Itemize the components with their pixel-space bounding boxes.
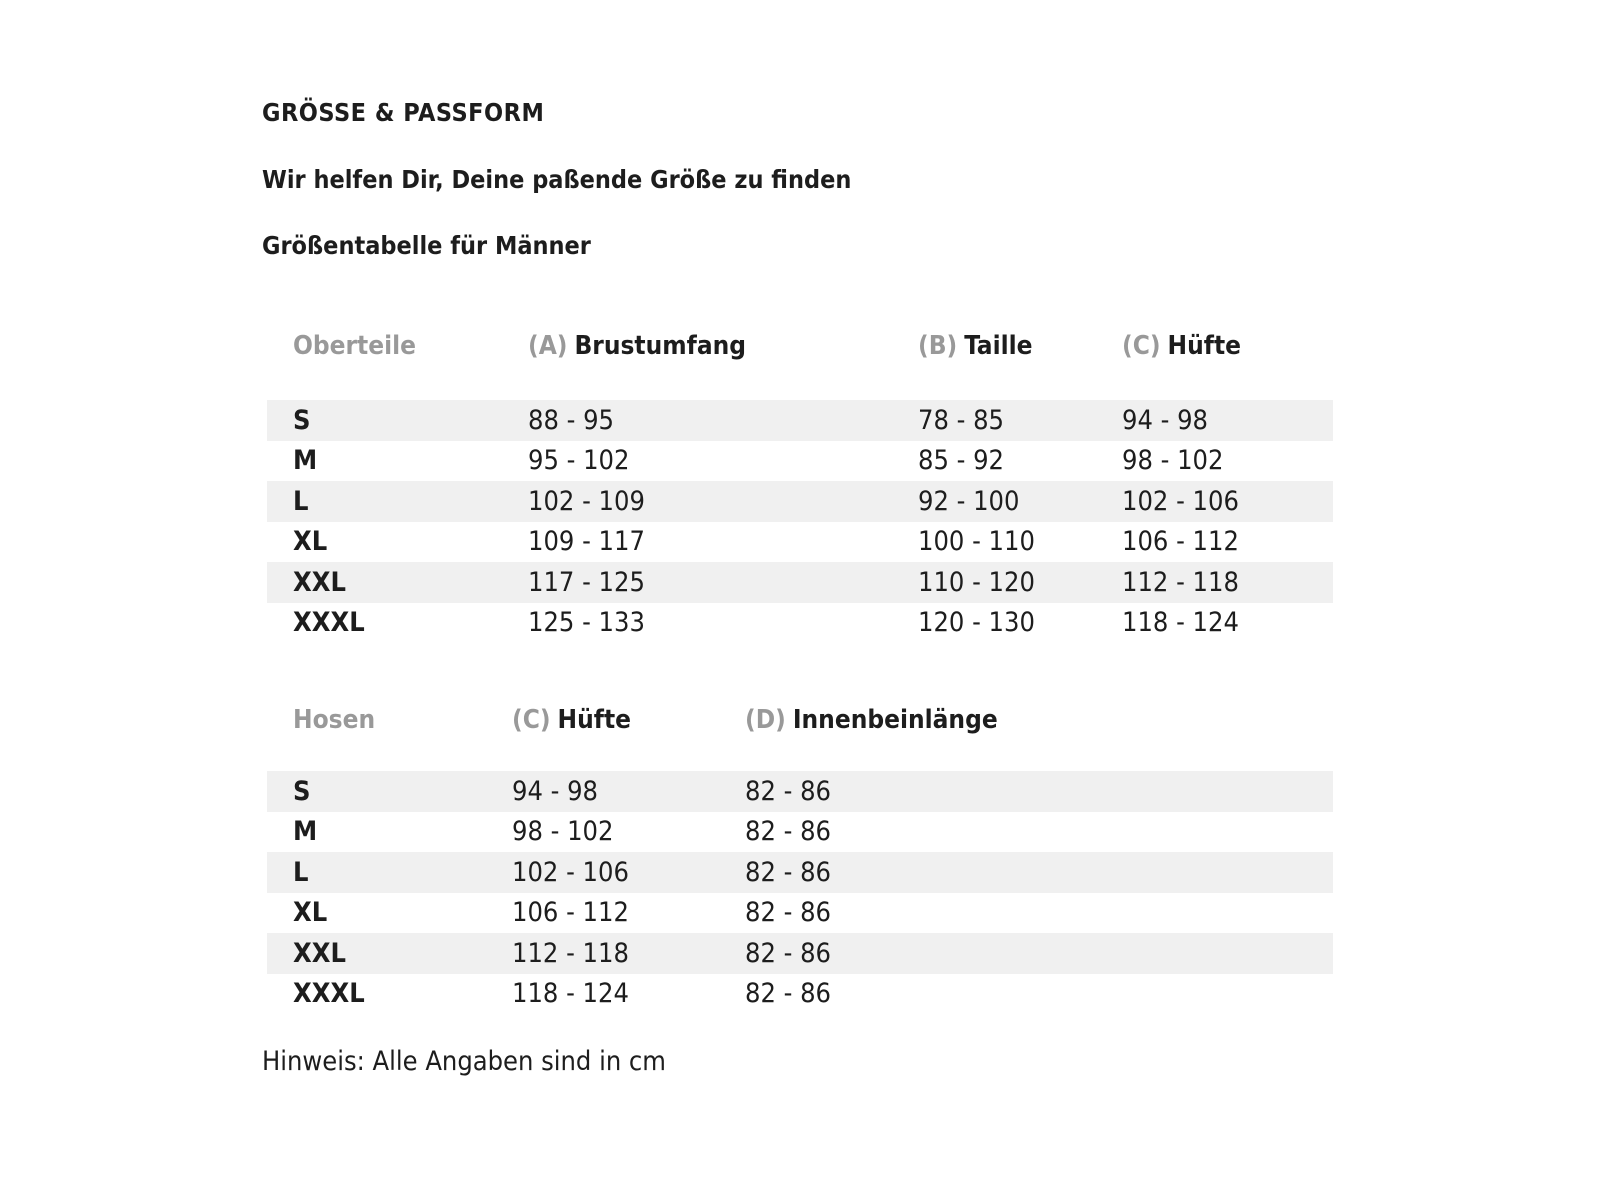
table-row — [267, 441, 1333, 482]
value-cell: 120 - 130 — [918, 607, 1035, 639]
column-header-huefte — [1122, 331, 1333, 361]
column-label: Hüfte — [557, 705, 632, 735]
value-cell: 95 - 102 — [528, 445, 630, 477]
intro-text: Wir helfen Dir, Deine paßende Größe zu finden — [262, 165, 852, 194]
value-cell: 78 - 85 — [918, 404, 1004, 436]
value-cell: 82 - 86 — [745, 937, 831, 969]
table-row — [267, 771, 1333, 812]
value-cell: 82 - 86 — [745, 856, 831, 888]
size-label: L — [293, 485, 309, 517]
page-title: GRÖSSE & PASSFORM — [262, 98, 545, 127]
table-caption: Größentabelle für Männer — [262, 231, 591, 260]
value-cell: 85 - 92 — [918, 445, 1004, 477]
table-row — [267, 852, 1333, 893]
value-cell: 106 - 112 — [1122, 526, 1239, 558]
size-label: M — [293, 445, 318, 477]
size-label: L — [293, 856, 309, 888]
column-header-huefte — [512, 705, 745, 735]
value-cell: 112 - 118 — [1122, 566, 1239, 598]
value-cell: 102 - 109 — [528, 485, 645, 517]
column-prefix: (C) — [512, 705, 551, 735]
size-label: XXXL — [293, 607, 365, 639]
column-prefix: (A) — [528, 331, 568, 361]
column-label: Innenbeinlänge — [792, 705, 998, 735]
tops-table-name: Oberteile — [293, 331, 416, 361]
pants-table — [267, 771, 1333, 1014]
size-label: S — [293, 404, 311, 436]
column-header-taille — [918, 331, 1122, 361]
value-cell: 110 - 120 — [918, 566, 1035, 598]
value-cell: 94 - 98 — [1122, 404, 1208, 436]
tops-table — [267, 400, 1333, 643]
column-label: Taille — [964, 331, 1033, 361]
value-cell: 118 - 124 — [1122, 607, 1239, 639]
size-label: XXL — [293, 566, 346, 598]
table-row — [267, 974, 1333, 1015]
size-label: S — [293, 775, 311, 807]
value-cell: 82 - 86 — [745, 978, 831, 1010]
value-cell: 98 - 102 — [1122, 445, 1224, 477]
pants-table-name: Hosen — [293, 705, 376, 735]
value-cell: 82 - 86 — [745, 897, 831, 929]
column-label: Hüfte — [1167, 331, 1242, 361]
table-row — [267, 603, 1333, 644]
value-cell: 118 - 124 — [512, 978, 629, 1010]
table-row — [267, 812, 1333, 853]
table-row — [267, 893, 1333, 934]
pants-table-header — [267, 705, 1333, 735]
value-cell: 88 - 95 — [528, 404, 614, 436]
tops-table-header — [267, 331, 1333, 361]
size-label: XXL — [293, 937, 346, 969]
table-row — [267, 481, 1333, 522]
column-prefix: (C) — [1122, 331, 1161, 361]
size-label: XXXL — [293, 978, 365, 1010]
column-prefix: (B) — [918, 331, 958, 361]
value-cell: 82 - 86 — [745, 775, 831, 807]
column-header-innenbeinlaenge — [745, 705, 1333, 735]
value-cell: 117 - 125 — [528, 566, 645, 598]
value-cell: 109 - 117 — [528, 526, 645, 558]
column-header-brustumfang — [528, 331, 918, 361]
value-cell: 94 - 98 — [512, 775, 598, 807]
value-cell: 125 - 133 — [528, 607, 645, 639]
table-row — [267, 400, 1333, 441]
table-row — [267, 933, 1333, 974]
value-cell: 100 - 110 — [918, 526, 1035, 558]
value-cell: 82 - 86 — [745, 816, 831, 848]
size-label: XL — [293, 897, 328, 929]
value-cell: 102 - 106 — [1122, 485, 1239, 517]
value-cell: 112 - 118 — [512, 937, 629, 969]
column-prefix: (D) — [745, 705, 786, 735]
units-note: Hinweis: Alle Angaben sind in cm — [262, 1046, 666, 1077]
column-label: Brustumfang — [574, 331, 746, 361]
table-row — [267, 522, 1333, 563]
value-cell: 102 - 106 — [512, 856, 629, 888]
value-cell: 106 - 112 — [512, 897, 629, 929]
size-label: XL — [293, 526, 328, 558]
value-cell: 92 - 100 — [918, 485, 1020, 517]
value-cell: 98 - 102 — [512, 816, 614, 848]
size-label: M — [293, 816, 318, 848]
table-row — [267, 562, 1333, 603]
